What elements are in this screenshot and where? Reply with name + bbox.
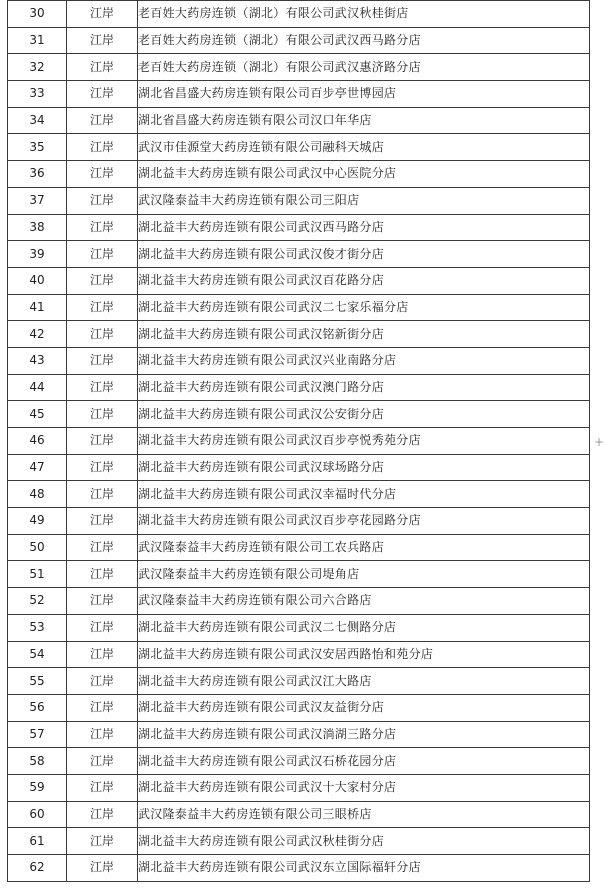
table-row <box>8 187 590 214</box>
district-cell: 江岸 <box>67 54 138 81</box>
pharmacy-name-cell: 武汉隆泰益丰大药房连锁有限公司堤角店 <box>138 561 590 588</box>
table-row <box>8 81 590 108</box>
table-row <box>8 54 590 81</box>
table-body <box>8 1 590 882</box>
row-number-cell: 40 <box>8 267 67 294</box>
table-row <box>8 668 590 695</box>
table-row <box>8 694 590 721</box>
edge-marker-icon: + <box>594 435 604 449</box>
district-cell: 江岸 <box>67 588 138 615</box>
pharmacy-name-cell: 湖北益丰大药房连锁有限公司武汉兴业南路分店 <box>138 347 590 374</box>
district-cell: 江岸 <box>67 187 138 214</box>
row-number-cell: 48 <box>8 481 67 508</box>
table-row <box>8 641 590 668</box>
row-number-cell: 45 <box>8 401 67 428</box>
row-number-cell: 41 <box>8 294 67 321</box>
row-number-cell: 36 <box>8 161 67 188</box>
row-number-cell: 60 <box>8 801 67 828</box>
row-number-cell: 59 <box>8 774 67 801</box>
row-number-cell: 33 <box>8 81 67 108</box>
district-cell: 江岸 <box>67 81 138 108</box>
district-cell: 江岸 <box>67 721 138 748</box>
pharmacy-name-cell: 湖北益丰大药房连锁有限公司武汉二七家乐福分店 <box>138 294 590 321</box>
district-cell: 江岸 <box>67 294 138 321</box>
pharmacy-name-cell: 湖北益丰大药房连锁有限公司武汉球场路分店 <box>138 454 590 481</box>
row-number-cell: 46 <box>8 428 67 455</box>
pharmacy-name-cell: 湖北省昌盛大药房连锁有限公司百步亭世博园店 <box>138 81 590 108</box>
district-cell: 江岸 <box>67 134 138 161</box>
row-number-cell: 53 <box>8 614 67 641</box>
district-cell: 江岸 <box>67 107 138 134</box>
pharmacy-name-cell: 湖北益丰大药房连锁有限公司武汉百步亭悦秀苑分店 <box>138 428 590 455</box>
table-row <box>8 241 590 268</box>
row-number-cell: 55 <box>8 668 67 695</box>
district-cell: 江岸 <box>67 454 138 481</box>
district-cell: 江岸 <box>67 1 138 28</box>
row-number-cell: 35 <box>8 134 67 161</box>
table-row <box>8 748 590 775</box>
row-number-cell: 51 <box>8 561 67 588</box>
table-row <box>8 828 590 855</box>
district-cell: 江岸 <box>67 855 138 882</box>
pharmacy-name-cell: 湖北益丰大药房连锁有限公司武汉俊才街分店 <box>138 241 590 268</box>
table-row <box>8 721 590 748</box>
district-cell: 江岸 <box>67 428 138 455</box>
table-row <box>8 508 590 535</box>
pharmacy-name-cell: 武汉隆泰益丰大药房连锁有限公司三阳店 <box>138 187 590 214</box>
table-row <box>8 454 590 481</box>
row-number-cell: 62 <box>8 855 67 882</box>
district-cell: 江岸 <box>67 774 138 801</box>
pharmacy-name-cell: 老百姓大药房连锁（湖北）有限公司武汉秋桂街店 <box>138 1 590 28</box>
table-row <box>8 774 590 801</box>
table-row <box>8 294 590 321</box>
pharmacy-name-cell: 湖北益丰大药房连锁有限公司武汉江大路店 <box>138 668 590 695</box>
table-row <box>8 321 590 348</box>
row-number-cell: 47 <box>8 454 67 481</box>
row-number-cell: 42 <box>8 321 67 348</box>
table-row <box>8 107 590 134</box>
row-number-cell: 43 <box>8 347 67 374</box>
row-number-cell: 58 <box>8 748 67 775</box>
table-row <box>8 161 590 188</box>
district-cell: 江岸 <box>67 534 138 561</box>
row-number-cell: 37 <box>8 187 67 214</box>
table-row <box>8 855 590 882</box>
pharmacy-name-cell: 湖北益丰大药房连锁有限公司武汉东立国际福轩分店 <box>138 855 590 882</box>
pharmacy-table <box>7 0 590 882</box>
pharmacy-name-cell: 湖北益丰大药房连锁有限公司武汉铭新街分店 <box>138 321 590 348</box>
table-row <box>8 347 590 374</box>
district-cell: 江岸 <box>67 508 138 535</box>
table-row <box>8 428 590 455</box>
pharmacy-name-cell: 武汉隆泰益丰大药房连锁有限公司工农兵路店 <box>138 534 590 561</box>
pharmacy-name-cell: 武汉隆泰益丰大药房连锁有限公司六合路店 <box>138 588 590 615</box>
row-number-cell: 56 <box>8 694 67 721</box>
pharmacy-name-cell: 湖北益丰大药房连锁有限公司武汉西马路分店 <box>138 214 590 241</box>
pharmacy-name-cell: 湖北益丰大药房连锁有限公司武汉石桥花园分店 <box>138 748 590 775</box>
pharmacy-name-cell: 湖北益丰大药房连锁有限公司武汉秋桂街分店 <box>138 828 590 855</box>
district-cell: 江岸 <box>67 481 138 508</box>
table-row <box>8 534 590 561</box>
row-number-cell: 61 <box>8 828 67 855</box>
district-cell: 江岸 <box>67 321 138 348</box>
table-row <box>8 1 590 28</box>
row-number-cell: 52 <box>8 588 67 615</box>
table-row <box>8 801 590 828</box>
pharmacy-name-cell: 湖北益丰大药房连锁有限公司武汉安居西路怡和苑分店 <box>138 641 590 668</box>
pharmacy-name-cell: 湖北益丰大药房连锁有限公司武汉二七侧路分店 <box>138 614 590 641</box>
row-number-cell: 49 <box>8 508 67 535</box>
table-row <box>8 214 590 241</box>
row-number-cell: 34 <box>8 107 67 134</box>
row-number-cell: 54 <box>8 641 67 668</box>
row-number-cell: 30 <box>8 1 67 28</box>
district-cell: 江岸 <box>67 401 138 428</box>
district-cell: 江岸 <box>67 561 138 588</box>
row-number-cell: 44 <box>8 374 67 401</box>
row-number-cell: 32 <box>8 54 67 81</box>
pharmacy-name-cell: 老百姓大药房连锁（湖北）有限公司武汉西马路分店 <box>138 27 590 54</box>
row-number-cell: 38 <box>8 214 67 241</box>
row-number-cell: 39 <box>8 241 67 268</box>
district-cell: 江岸 <box>67 828 138 855</box>
district-cell: 江岸 <box>67 801 138 828</box>
table-row <box>8 614 590 641</box>
district-cell: 江岸 <box>67 27 138 54</box>
table-row <box>8 588 590 615</box>
district-cell: 江岸 <box>67 161 138 188</box>
pharmacy-name-cell: 武汉隆泰益丰大药房连锁有限公司三眼桥店 <box>138 801 590 828</box>
table-row <box>8 401 590 428</box>
district-cell: 江岸 <box>67 241 138 268</box>
pharmacy-name-cell: 湖北益丰大药房连锁有限公司武汉百花路分店 <box>138 267 590 294</box>
pharmacy-name-cell: 武汉市佳源堂大药房连锁有限公司融科天城店 <box>138 134 590 161</box>
district-cell: 江岸 <box>67 267 138 294</box>
table-row <box>8 481 590 508</box>
pharmacy-name-cell: 湖北益丰大药房连锁有限公司武汉公安街分店 <box>138 401 590 428</box>
table-row <box>8 267 590 294</box>
row-number-cell: 50 <box>8 534 67 561</box>
district-cell: 江岸 <box>67 668 138 695</box>
district-cell: 江岸 <box>67 641 138 668</box>
table-row <box>8 374 590 401</box>
district-cell: 江岸 <box>67 214 138 241</box>
table-row <box>8 27 590 54</box>
pharmacy-name-cell: 湖北益丰大药房连锁有限公司武汉百步亭花园路分店 <box>138 508 590 535</box>
table-row <box>8 134 590 161</box>
pharmacy-name-cell: 湖北益丰大药房连锁有限公司武汉友益街分店 <box>138 694 590 721</box>
pharmacy-name-cell: 湖北省昌盛大药房连锁有限公司汉口年华店 <box>138 107 590 134</box>
pharmacy-name-cell: 湖北益丰大药房连锁有限公司武汉澳门路分店 <box>138 374 590 401</box>
pharmacy-name-cell: 湖北益丰大药房连锁有限公司武汉淌湖三路分店 <box>138 721 590 748</box>
district-cell: 江岸 <box>67 347 138 374</box>
table-row <box>8 561 590 588</box>
pharmacy-name-cell: 老百姓大药房连锁（湖北）有限公司武汉惠济路分店 <box>138 54 590 81</box>
row-number-cell: 31 <box>8 27 67 54</box>
district-cell: 江岸 <box>67 748 138 775</box>
pharmacy-name-cell: 湖北益丰大药房连锁有限公司武汉中心医院分店 <box>138 161 590 188</box>
pharmacy-name-cell: 湖北益丰大药房连锁有限公司武汉幸福时代分店 <box>138 481 590 508</box>
district-cell: 江岸 <box>67 694 138 721</box>
district-cell: 江岸 <box>67 374 138 401</box>
pharmacy-name-cell: 湖北益丰大药房连锁有限公司武汉十大家村分店 <box>138 774 590 801</box>
row-number-cell: 57 <box>8 721 67 748</box>
district-cell: 江岸 <box>67 614 138 641</box>
